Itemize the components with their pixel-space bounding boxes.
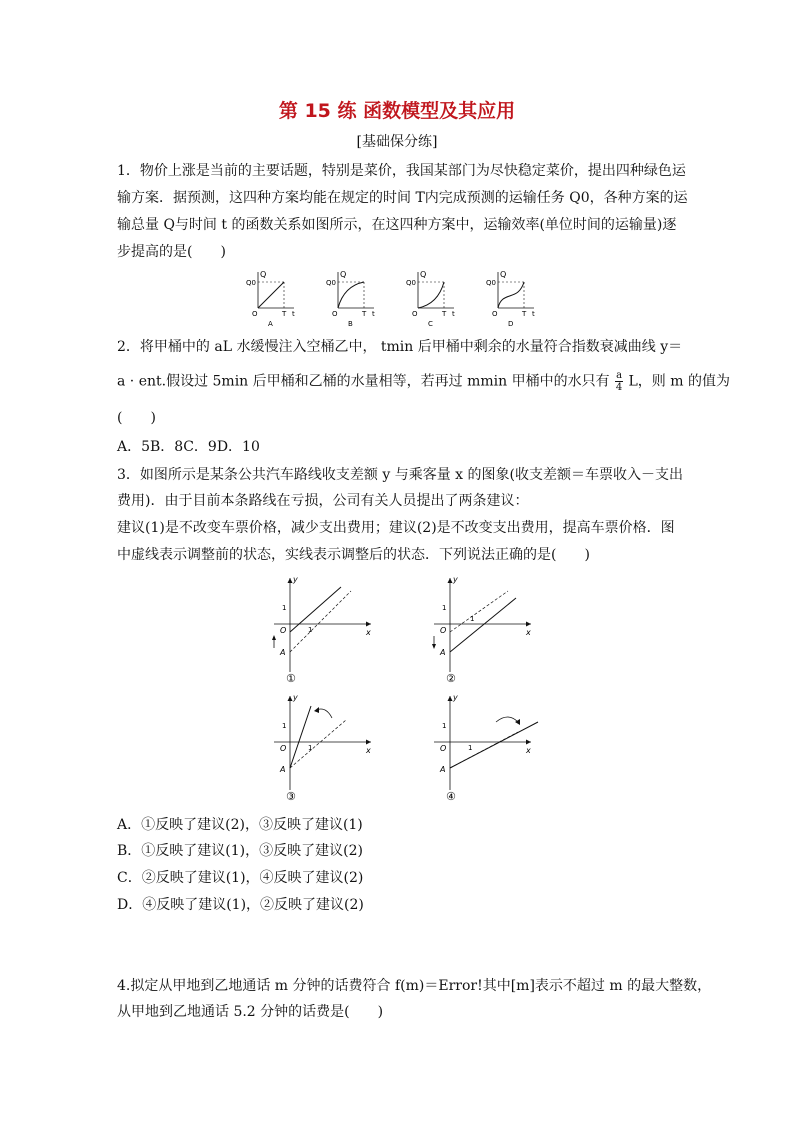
q2-fraction-denominator: 4 bbox=[615, 382, 623, 393]
q3-fig-4-y: y bbox=[453, 693, 458, 702]
q3-fig-3-one-x: 1 bbox=[308, 744, 313, 752]
q1-graph-d-q0: Q0 bbox=[486, 279, 496, 287]
q1-line-4: 步提高的是( ) bbox=[117, 244, 226, 260]
q1-graph-a-label: A bbox=[268, 320, 273, 328]
q2-fraction bbox=[615, 370, 623, 393]
q3-fig-2-a: A bbox=[440, 648, 446, 657]
q3-fig-1-one-y: 1 bbox=[282, 604, 287, 612]
q1-graph-b bbox=[326, 270, 375, 328]
q1-graph-c-q0: Q0 bbox=[406, 279, 416, 287]
q3-fig-2-one-y: 1 bbox=[442, 604, 447, 612]
q3-line-2: 费用)．由于目前本条路线在亏损，公司有关人员提出了两条建议： bbox=[117, 493, 529, 509]
q1-line-3: 输总量 Q与时间 t 的函数关系如图所示，在这四种方案中，运输效率(单位时间的运输量)逐 bbox=[117, 217, 677, 233]
q1-graph-c-t: T bbox=[442, 310, 447, 318]
q3-option-b: B．①反映了建议(1)，③反映了建议(2) bbox=[117, 843, 363, 859]
q3-fig-3-a: A bbox=[280, 765, 286, 774]
q1-graph-a-o: O bbox=[252, 310, 258, 318]
q1-graph-b-label: B bbox=[348, 320, 353, 328]
q1-graph-c bbox=[406, 270, 455, 328]
q3-option-d: D．④反映了建议(1)，②反映了建议(2) bbox=[117, 897, 364, 913]
q3-fig-1-o: O bbox=[280, 626, 287, 635]
q3-figure-3 bbox=[274, 693, 371, 803]
q3-option-c: C．②反映了建议(1)，④反映了建议(2) bbox=[117, 870, 364, 886]
q1-graph-b-t: T bbox=[362, 310, 367, 318]
q2-fraction-numerator: a bbox=[616, 370, 623, 381]
q3-fig-2-x: x bbox=[526, 628, 531, 637]
q2-options: A．5B．8C．9D．10 bbox=[117, 439, 260, 455]
q2-line-1: 2．将甲桶中的 aL 水缓慢注入空桶乙中， tmin 后甲桶中剩余的水量符合指数衰减曲线 y＝ bbox=[117, 339, 683, 355]
q2-line-2-pre: a · ent.假设过 5min 后甲桶和乙桶的水量相等，若再过 mmin 甲桶中的水只有 bbox=[117, 373, 610, 390]
page-title: 第 15 练 函数模型及其应用 bbox=[278, 100, 516, 122]
q3-line-3: 建议(1)是不改变车票价格，减少支出费用；建议(2)是不改变支出费用，提高车票价格．图 bbox=[117, 520, 675, 536]
q1-graph-b-tt: t bbox=[372, 310, 375, 318]
q4-line-2: 从甲地到乙地通话 5.2 分钟的话费是( ) bbox=[117, 1004, 384, 1020]
q1-graph-d-o: O bbox=[492, 310, 498, 318]
q1-graph-a-q: Q bbox=[260, 270, 267, 279]
q1-graph-a bbox=[246, 270, 295, 328]
q3-figure-4 bbox=[434, 693, 538, 803]
q3-fig-3-one-y: 1 bbox=[282, 722, 287, 730]
q3-option-a: A．①反映了建议(2)，③反映了建议(1) bbox=[117, 817, 363, 833]
q3-figures bbox=[266, 574, 546, 804]
q1-graph-d-label: D bbox=[508, 320, 514, 328]
q3-fig-2-one-x: 1 bbox=[470, 615, 475, 623]
q1-graph-c-o: O bbox=[412, 310, 418, 318]
q1-graph-b-q0: Q0 bbox=[326, 279, 336, 287]
q3-fig-2-o: O bbox=[440, 626, 447, 635]
q3-fig-3-y: y bbox=[293, 693, 298, 702]
q1-graph-d bbox=[486, 270, 535, 328]
q3-fig-3-caption: ③ bbox=[286, 790, 296, 803]
q3-fig-4-caption: ④ bbox=[446, 790, 456, 803]
q3-fig-3-o: O bbox=[280, 744, 287, 753]
section-subtitle: [基础保分练] bbox=[356, 134, 438, 150]
q3-fig-4-o: O bbox=[440, 744, 447, 753]
q3-fig-3-x: x bbox=[366, 746, 371, 755]
q3-figure-2 bbox=[432, 575, 531, 685]
q2-line-2-post: L，则 m 的值为 bbox=[628, 373, 730, 390]
q1-graph-d-t: T bbox=[522, 310, 527, 318]
q3-fig-2-caption: ② bbox=[446, 672, 456, 685]
q1-line-1: 1．物价上涨是当前的主要话题，特别是菜价，我国某部门为尽快稳定菜价，提出四种绿色运 bbox=[117, 163, 686, 179]
q1-graph-c-q: Q bbox=[420, 270, 427, 279]
q1-graph-d-tt: t bbox=[532, 310, 535, 318]
q1-graph-b-q: Q bbox=[340, 270, 347, 279]
q3-line-1: 3．如图所示是某条公共汽车路线收支差额 y 与乘客量 x 的图象(收支差额＝车票收入－支出 bbox=[117, 467, 683, 483]
q3-fig-4-a: A bbox=[440, 765, 446, 774]
q1-graph-a-t: T bbox=[282, 310, 287, 318]
q3-fig-4-one-x: 1 bbox=[468, 744, 473, 752]
q1-graph-c-tt: t bbox=[452, 310, 455, 318]
q3-line-4: 中虚线表示调整前的状态，实线表示调整后的状态．下列说法正确的是( ) bbox=[117, 547, 590, 563]
q3-fig-4-x: x bbox=[526, 746, 531, 755]
q4-line-1: 4.拟定从甲地到乙地通话 m 分钟的话费符合 f(m)＝Error!其中[m]表示不超过 m 的最大整数， bbox=[117, 978, 712, 994]
q1-graph-b-o: O bbox=[332, 310, 338, 318]
q1-graph-a-q0: Q0 bbox=[246, 279, 256, 287]
q3-fig-1-a: A bbox=[280, 648, 286, 657]
q3-fig-2-y: y bbox=[453, 575, 458, 584]
q3-fig-4-one-y: 1 bbox=[442, 722, 447, 730]
q3-fig-1-x: x bbox=[366, 628, 371, 637]
q1-graph-a-tt: t bbox=[292, 310, 295, 318]
q1-graph-d-q: Q bbox=[500, 270, 507, 279]
q1-line-2: 输方案．据预测，这四种方案均能在规定的时间 T内完成预测的运输任务 Q0，各种方案的运 bbox=[117, 190, 688, 206]
q3-fig-1-caption: ① bbox=[286, 672, 296, 685]
q3-fig-1-one-x: 1 bbox=[308, 626, 313, 634]
q1-graphs bbox=[242, 268, 542, 328]
q1-graph-c-label: C bbox=[428, 320, 433, 328]
q3-fig-1-y: y bbox=[293, 575, 298, 584]
q2-line-3: ( ) bbox=[117, 410, 156, 426]
q2-line-2 bbox=[117, 370, 730, 393]
q3-figure-1 bbox=[272, 575, 371, 685]
